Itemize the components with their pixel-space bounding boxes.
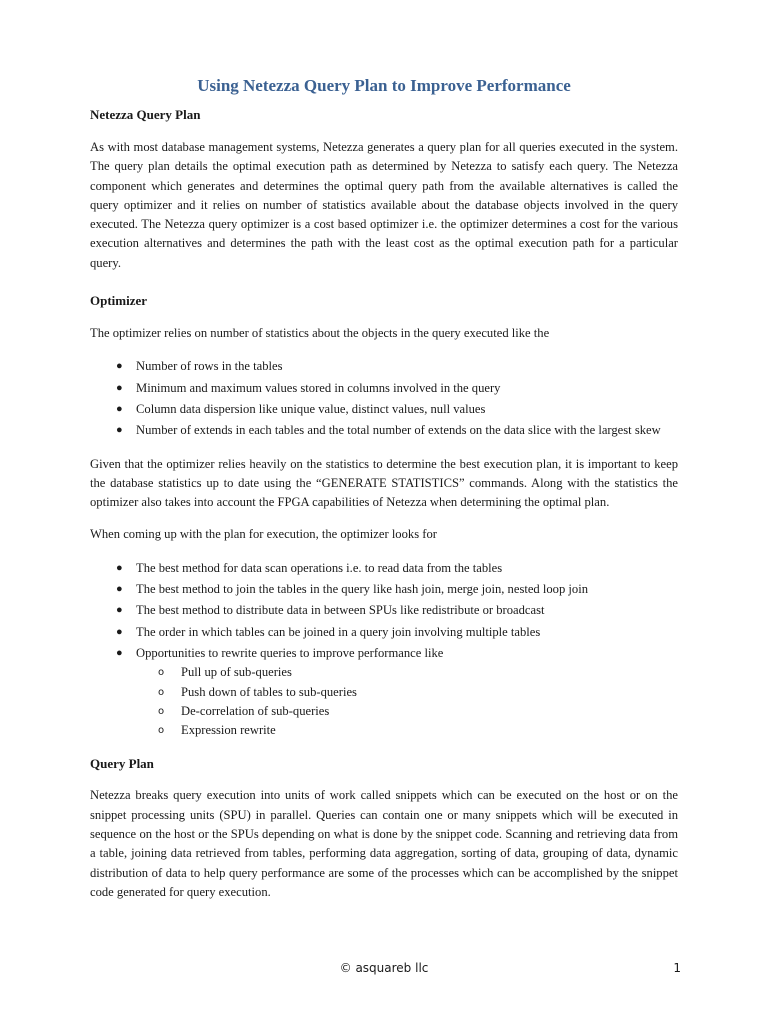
bullet-icon: ● <box>116 424 123 437</box>
bullet-icon: ● <box>116 583 123 596</box>
hollow-bullet-icon: o <box>158 667 165 679</box>
sub-list-item <box>90 683 678 702</box>
list-item-text: The order in which tables can be joined in a query join involving multiple tables <box>136 624 541 639</box>
paragraph-optimizer-looks-for: When coming up with the plan for execution, the optimizer looks for <box>90 527 437 542</box>
list-item <box>90 400 678 419</box>
list-item <box>90 623 678 642</box>
document-title: Using Netezza Query Plan to Improve Performance <box>197 76 571 95</box>
bullet-icon: ● <box>116 625 123 638</box>
section-heading-netezza-query-plan: Netezza Query Plan <box>90 107 201 122</box>
page-number: 1 <box>673 961 681 975</box>
list-item-text: Minimum and maximum values stored in columns involved in the query <box>136 380 501 395</box>
footer-copyright: © asquareb llc <box>339 961 429 975</box>
sub-list-item-text: De-correlation of sub-queries <box>181 703 330 718</box>
hollow-bullet-icon: o <box>158 705 165 717</box>
bullet-icon: ● <box>116 604 123 617</box>
bullet-icon: ● <box>116 402 123 415</box>
list-item-text: Number of rows in the tables <box>136 359 283 374</box>
list-item <box>90 580 678 599</box>
optimizer-plan-list <box>90 559 678 741</box>
hollow-bullet-icon: o <box>158 686 165 698</box>
sub-list-item <box>90 721 678 740</box>
hollow-bullet-icon: o <box>158 725 165 737</box>
sub-list-item <box>90 702 678 721</box>
sub-list-item <box>90 663 678 682</box>
list-item <box>90 601 678 620</box>
sub-list-item-text: Pull up of sub-queries <box>181 665 292 680</box>
list-item-text: Opportunities to rewrite queries to improve performance like <box>136 645 444 660</box>
paragraph-optimizer-intro: The optimizer relies on number of statistics about the objects in the query executed like the <box>90 326 550 341</box>
sub-list-item-text: Expression rewrite <box>181 723 276 738</box>
list-item <box>90 379 678 398</box>
list-item-text: The best method for data scan operations i.e. to read data from the tables <box>136 560 503 575</box>
paragraph-query-plan: Netezza breaks query execution into units of work called snippets which can be executed on the host or on the snippet processing units (SPU) in parallel. Queries can contain one or many snippets which will be executed in sequence on the host or the SPUs depending on what is done by the snippet code. Scanning and retrieving data from a table, joining data retrieved from tables, performing data aggregation, sorting of data, grouping of data, dynamic distribution of data to help query performance are some of the processes which can be accomplished by the snippet code generated for query execution. <box>90 788 678 899</box>
list-item-text: The best method to join the tables in the query like hash join, merge join, nested loop join <box>136 582 589 597</box>
paragraph-netezza-query-plan: As with most database management systems, Netezza generates a query plan for all queries executed in the system. The query plan details the optimal execution path as determined by Netezza to satisfy each query. The Netezza component which generates and determines the optimal query path from the available alternatives is called the query optimizer and it relies on number of statistics available about the database objects involved in the query executed. The Netezza query optimizer is a cost based optimizer i.e. the optimizer determines a cost for the various execution alternatives and determines the path with the least cost as the optimal execution path for a particular query. <box>90 140 678 270</box>
section-heading-optimizer: Optimizer <box>90 293 148 309</box>
rewrite-opportunities-sublist <box>90 663 678 740</box>
list-item <box>90 421 678 440</box>
bullet-icon: ● <box>116 381 123 394</box>
bullet-icon: ● <box>116 561 123 574</box>
list-item-text: Number of extends in each tables and the total number of extends on the data slice with the largest skew <box>136 423 661 438</box>
sub-list-container <box>90 663 678 740</box>
document-content <box>90 74 678 902</box>
optimizer-statistics-list <box>90 357 678 440</box>
paragraph-optimizer-statistics: Given that the optimizer relies heavily on the statistics to determine the best execution plan, it is important to keep the database statistics up to date using the “GENERATE STATISTICS” commands. Along with the statistics the optimizer also takes into account the FPGA capabilities of Netezza when determining the optimal plan. <box>90 456 678 510</box>
section-heading-query-plan: Query Plan <box>90 756 154 772</box>
list-item-text: Column data dispersion like unique value, distinct values, null values <box>136 401 486 416</box>
bullet-icon: ● <box>116 360 123 373</box>
bullet-icon: ● <box>116 646 123 659</box>
sub-list-item-text: Push down of tables to sub-queries <box>181 684 357 699</box>
list-item <box>90 644 678 663</box>
list-item <box>90 559 678 578</box>
page-footer <box>0 958 768 982</box>
list-item-text: The best method to distribute data in between SPUs like redistribute or broadcast <box>136 603 545 618</box>
list-item <box>90 357 678 376</box>
